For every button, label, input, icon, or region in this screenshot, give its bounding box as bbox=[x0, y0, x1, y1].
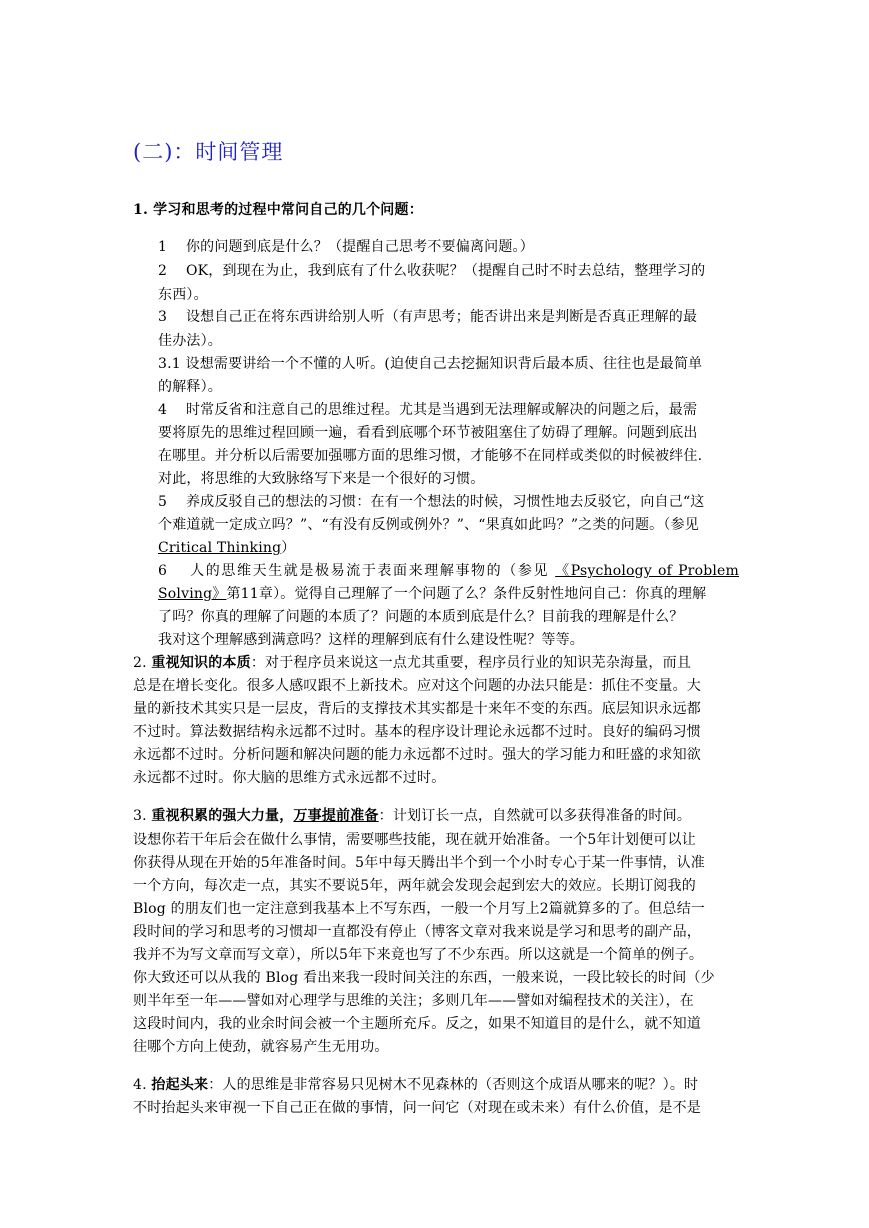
paragraph-line: 你大致还可以从我的 Blog 看出来我一段时间关注的东西，一般来说，一段比较长的时间（少 bbox=[133, 970, 715, 986]
critical-thinking-link[interactable]: Critical Thinking bbox=[158, 540, 282, 556]
list-item: 2 OK，到现在为止，我到底有了什么收获呢？（提醒自己时不时去总结，整理学习的 bbox=[158, 263, 706, 279]
list-item-continuation: 个难道就一定成立吗？”、“有没有反例或例外？”、“果真如此吗？”之类的问题。（参见 bbox=[158, 517, 699, 533]
paragraph-line: 段时间的学习和思考的习惯却一直都没有停止（博客文章对我来说是学习和思考的副产品， bbox=[133, 924, 701, 940]
paragraph-line: 这段时间内，我的业余时间会被一个主题所充斥。反之，如果不知道目的是什么，就不知道 bbox=[133, 1016, 701, 1032]
paragraph-line: 总是在增长变化。很多人感叹跟不上新技术。应对这个问题的办法只能是：抓住不变量。大 bbox=[133, 678, 701, 694]
section-3-heading: 重视积累的强大力量， bbox=[151, 808, 294, 824]
section-2-first-line bbox=[133, 652, 691, 674]
list-item: 4 时常反省和注意自己的思维过程。尤其是当遇到无法理解或解决的问题之后，最需 bbox=[158, 402, 698, 418]
paragraph-line: 不时抬起头来审视一下自己正在做的事情，问一问它（对现在或未来）有什么价值，是不是 bbox=[133, 1100, 701, 1116]
list-item: 5 养成反驳自己的想法的习惯：在有一个想法的时候，习惯性地去反驳它，向自己“这 bbox=[158, 494, 705, 510]
section-3-heading-underlined: 万事提前准备 bbox=[293, 808, 379, 824]
list-item-continuation bbox=[158, 537, 296, 559]
paragraph-line: 量的新技术其实只是一层皮，背后的支撑技术其实都是十来年不变的东西。底层知识永远都 bbox=[133, 701, 701, 717]
list-item-continuation: 了吗？你真的理解了问题的本质了？问题的本质到底是什么？目前我的理解是什么？ bbox=[158, 609, 684, 625]
list-item bbox=[158, 560, 739, 582]
section-number: 4. bbox=[133, 1077, 152, 1093]
paragraph-line: 往哪个方向上使劲，就容易产生无用功。 bbox=[133, 1039, 389, 1055]
list-item-continuation bbox=[158, 583, 706, 605]
paragraph-line: 一个方向，每次走一点，其实不要说5年，两年就会发现会起到宏大的效应。长期订阅我的 bbox=[133, 878, 696, 894]
item6-text: 6 人的思维天生就是极易流于表面来理解事物的（参见 bbox=[158, 563, 550, 579]
closing-paren: ） bbox=[281, 540, 296, 556]
paragraph-line: 设想你若干年后会在做什么事情，需要哪些技能，现在就开始准备。一个5年计划便可以让 bbox=[133, 832, 696, 848]
heading-text: 1. 学习和思考的过程中常问自己的几个问题： bbox=[133, 202, 423, 218]
list-item-continuation: 要将原先的思维过程回顾一遍，看看到底哪个环节被阻塞住了妨碍了理解。问题到底出 bbox=[158, 425, 698, 441]
list-item-continuation: 我对这个理解感到满意吗？这样的理解到底有什么建设性呢？等等。 bbox=[158, 632, 584, 648]
psychology-book-link[interactable]: 《Psychology of Problem bbox=[555, 563, 740, 579]
paragraph-line: 我并不为写文章而写文章），所以5年下来竟也写了不少东西。所以这就是一个简单的例子。 bbox=[133, 947, 704, 963]
paragraph-text: ：计划订长一点，自然就可以多获得准备的时间。 bbox=[378, 808, 692, 824]
list-item-continuation: 佳办法）。 bbox=[158, 333, 222, 349]
paragraph-line: Blog 的朋友们也一定注意到我基本上不写东西，一般一个月写上2篇就算多的了。但总结一 bbox=[133, 901, 706, 917]
paragraph-text: ：对于程序员来说这一点尤其重要，程序员行业的知识芜杂海量，而且 bbox=[250, 655, 692, 671]
page-title: (二)：时间管理 bbox=[133, 140, 284, 164]
list-item-continuation: 东西）。 bbox=[158, 287, 208, 303]
paragraph-line: 永远都不过时。你大脑的思维方式永远都不过时。 bbox=[133, 770, 446, 786]
list-item-continuation: 对此，将思维的大致脉络写下来是一个很好的习惯。 bbox=[158, 471, 485, 487]
list-item: 3.1 设想需要讲给一个不懂的人听。(迫使自己去挖掘知识背后最本质、往往也是最简单 bbox=[158, 356, 703, 372]
section-2-heading: 重视知识的本质 bbox=[151, 655, 251, 671]
section-number: 2. bbox=[133, 655, 152, 671]
paragraph-text: ：人的思维是非常容易只见树木不见森林的（否则这个成语从哪来的呢？）。时 bbox=[208, 1077, 699, 1093]
section-1-heading bbox=[133, 199, 423, 221]
item6-text-cont: 第11章）。觉得自己理解了一个问题了么？条件反射性地问自己：你真的理解 bbox=[226, 586, 707, 602]
paragraph-line: 永远都不过时。分析问题和解决问题的能力永远都不过时。强大的学习能力和旺盛的求知欲 bbox=[133, 747, 701, 763]
list-item: 1 你的问题到底是什么？（提醒自己思考不要偏离问题。） bbox=[158, 239, 534, 255]
section-number: 3. bbox=[133, 808, 152, 824]
section-4-first-line bbox=[133, 1074, 698, 1096]
list-item-continuation: 的解释）。 bbox=[158, 379, 222, 395]
list-item: 3 设想自己正在将东西讲给别人听（有声思考；能否讲出来是判断是否真正理解的最 bbox=[158, 309, 698, 325]
psychology-book-link-cont[interactable]: Solving》 bbox=[158, 586, 227, 602]
paragraph-line: 你获得从现在开始的5年准备时间。5年中每天腾出半个到一个小时专心于某一件事情，认准 bbox=[133, 855, 706, 871]
list-item-continuation: 在哪里。并分析以后需要加强哪方面的思维习惯，才能够不在同样或类似的时候被绊住. bbox=[158, 448, 703, 464]
paragraph-line: 则半年至一年——譬如对心理学与思维的关注；多则几年——譬如对编程技术的关注），在 bbox=[133, 993, 694, 1009]
section-3-first-line bbox=[133, 805, 691, 827]
paragraph-line: 不过时。算法数据结构永远都不过时。基本的程序设计理论永远都不过时。良好的编码习惯 bbox=[133, 724, 701, 740]
section-4-heading: 抬起头来 bbox=[151, 1077, 209, 1093]
